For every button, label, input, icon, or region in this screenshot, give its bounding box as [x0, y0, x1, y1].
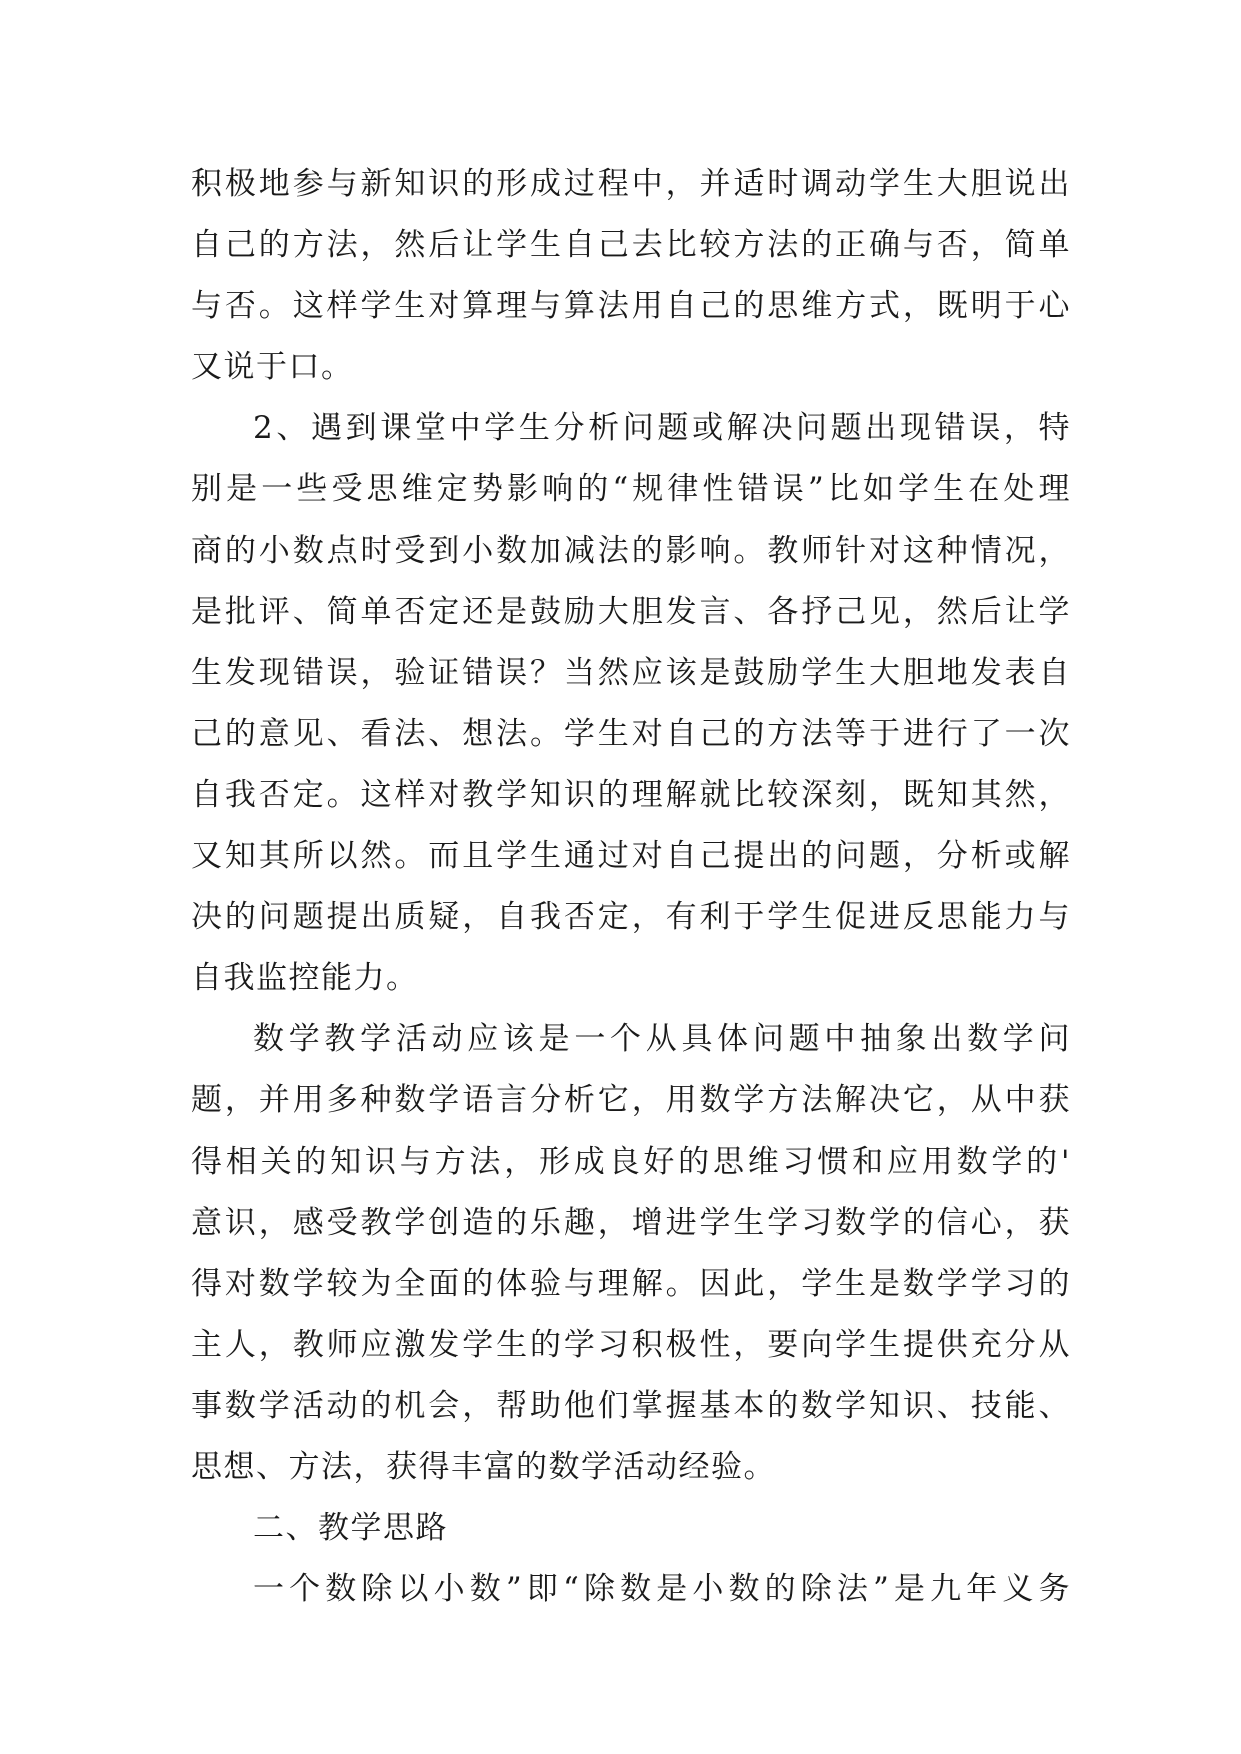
- text-line: 决的问题提出质疑，自我否定，有利于学生促进反思能力与: [191, 899, 1071, 936]
- text-line: 事数学活动的机会，帮助他们掌握基本的数学知识、技能、: [191, 1387, 1071, 1424]
- text-line: 数学教学活动应该是一个从具体问题中抽象出数学问: [253, 1021, 1071, 1058]
- text-line: 思想、方法，获得丰富的数学活动经验。: [191, 1448, 776, 1485]
- text-line: 别是一些受思维定势影响的“规律性错误”比如学生在处理: [191, 471, 1071, 508]
- text-line: 积极地参与新知识的形成过程中，并适时调动学生大胆说出: [191, 166, 1071, 202]
- text-line: 己的意见、看法、想法。学生对自己的方法等于进行了一次: [191, 715, 1071, 752]
- text-line: 题，并用多种数学语言分析它，用数学方法解决它，从中获: [191, 1082, 1071, 1119]
- text-line: 得对数学较为全面的体验与理解。因此，学生是数学学习的: [191, 1265, 1071, 1302]
- text-line: 商的小数点时受到小数加减法的影响。教师针对这种情况，: [191, 532, 1071, 569]
- section-heading: 二、教学思路: [253, 1510, 448, 1547]
- text-line: 主人，教师应激发学生的学习积极性，要向学生提供充分从: [191, 1326, 1071, 1363]
- text-line: 是批评、简单否定还是鼓励大胆发言、各抒己见，然后让学: [191, 593, 1071, 630]
- text-line: 得相关的知识与方法，形成良好的思维习惯和应用数学的': [191, 1143, 1071, 1180]
- text-line: 自己的方法，然后让学生自己去比较方法的正确与否，简单: [191, 227, 1071, 264]
- text-line: 又说于口。: [191, 349, 354, 386]
- text-line: 意识，感受教学创造的乐趣，增进学生学习数学的信心，获: [191, 1204, 1071, 1241]
- text-line: 一个数除以小数”即“除数是小数的除法”是九年义务: [253, 1571, 1071, 1608]
- text-line: 自我否定。这样对教学知识的理解就比较深刻，既知其然，: [191, 776, 1071, 813]
- text-line: 又知其所以然。而且学生通过对自己提出的问题，分析或解: [191, 838, 1071, 875]
- body-text: [191, 154, 1071, 1620]
- text-line: 生发现错误，验证错误？当然应该是鼓励学生大胆地发表自: [191, 654, 1071, 691]
- text-line: 自我监控能力。: [191, 960, 419, 997]
- text-line: 与否。这样学生对算理与算法用自己的思维方式，既明于心: [191, 288, 1071, 325]
- text-line: 2、遇到课堂中学生分析问题或解决问题出现错误，特: [253, 410, 1071, 447]
